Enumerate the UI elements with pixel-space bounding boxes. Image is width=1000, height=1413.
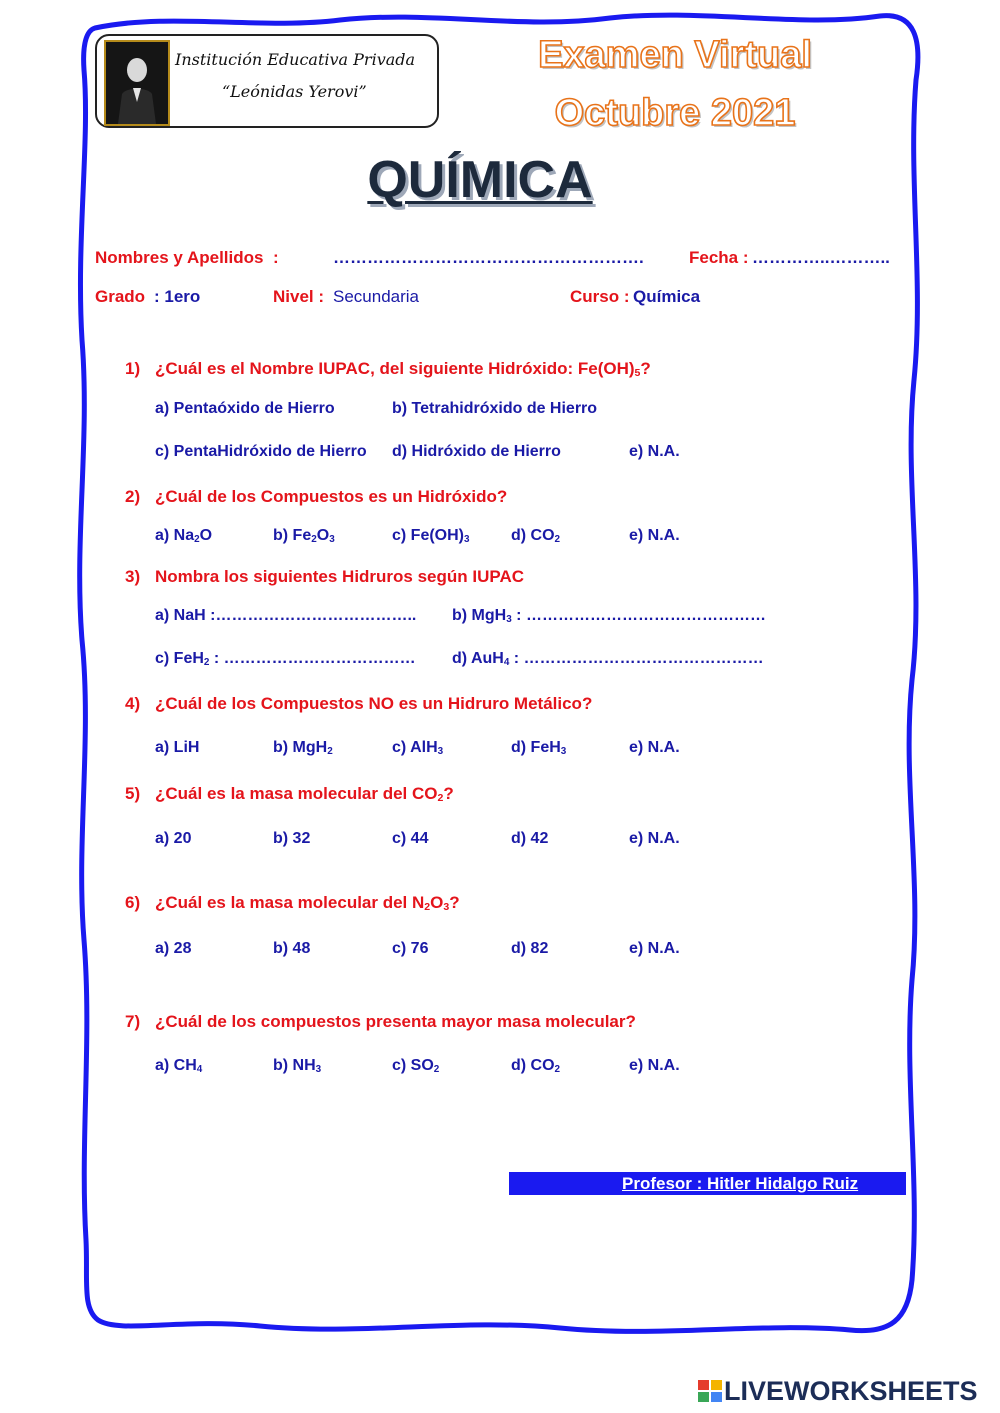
q7-option-e[interactable]: e) N.A.	[629, 1057, 680, 1074]
q4-option-b[interactable]: b) MgH$_2$	[273, 739, 333, 757]
q7-option-b[interactable]: b) $NH_3$	[273, 1057, 322, 1075]
question-6-text: ¿Cuál es la masa molecular del $N_2O_3$?	[155, 893, 460, 913]
grade-value: : 1ero	[154, 287, 201, 306]
professor-bar	[509, 1172, 906, 1195]
liveworksheets-logo-icon	[698, 1380, 722, 1402]
question-2-number: 2)	[125, 487, 141, 506]
q2-option-b[interactable]: b) $Fe_2O_3$	[273, 527, 335, 545]
question-1-number: 1)	[125, 359, 141, 378]
portrait-image	[106, 42, 168, 124]
q2-option-d[interactable]: d) $CO_2$	[511, 527, 561, 545]
q5-option-d[interactable]: d) 42	[511, 830, 549, 847]
q6-option-a[interactable]: a) 28	[155, 940, 192, 957]
q6-option-e[interactable]: e) N.A.	[629, 940, 680, 957]
question-7-text: ¿Cuál de los compuestos presenta mayor masa molecular?	[155, 1012, 636, 1031]
school-name-line1: Institución Educativa Privada	[175, 50, 416, 69]
q5-option-c[interactable]: c) 44	[392, 830, 429, 847]
question-4-text: ¿Cuál de los Compuestos NO es un Hidruro Metálico?	[155, 694, 593, 713]
q3-item-d[interactable]: d) AuH$_4$ : ………………………………………	[452, 650, 764, 668]
founder-portrait	[104, 40, 170, 126]
q6-option-b[interactable]: b) 48	[273, 940, 311, 957]
question-4-number: 4)	[125, 694, 141, 713]
q7-option-a[interactable]: a) $CH_4$	[155, 1057, 203, 1075]
q6-option-c[interactable]: c) 76	[392, 940, 429, 957]
question-7-number: 7)	[125, 1012, 141, 1031]
q1-option-a[interactable]: a) Pentaóxido de Hierro	[155, 400, 335, 417]
date-blank[interactable]: …………..………..	[752, 248, 890, 267]
professor-name: Profesor : Hitler Hidalgo Ruiz	[622, 1174, 859, 1193]
q4-option-e[interactable]: e) N.A.	[629, 739, 680, 756]
q2-option-c[interactable]: c) $Fe(OH)_3$	[392, 527, 470, 545]
question-6-number: 6)	[125, 893, 141, 912]
question-2-text: ¿Cuál de los Compuestos es un Hidróxido?	[155, 487, 508, 506]
q1-option-d[interactable]: d) Hidróxido de Hierro	[392, 443, 561, 460]
school-name-line2: “Leónidas Yerovi”	[222, 82, 367, 101]
q1-option-e[interactable]: e) N.A.	[629, 443, 680, 460]
q5-option-a[interactable]: a) 20	[155, 830, 192, 847]
level-label: Nivel :	[273, 287, 325, 306]
question-5-text: ¿Cuál es la masa molecular del $CO_2$?	[155, 784, 454, 804]
date-label: Fecha :	[689, 248, 749, 267]
course-label: Curso :	[570, 287, 630, 306]
question-1-text: ¿Cuál es el Nombre IUPAC, del siguiente Hidróxido: $Fe(OH)_5$?	[155, 359, 651, 379]
q3-item-a[interactable]: a) NaH :………………………………..	[155, 607, 417, 624]
subject-title: QUÍMICA	[367, 151, 593, 209]
q6-option-d[interactable]: d) 82	[511, 940, 549, 957]
exam-title-line1: Examen Virtual	[538, 34, 812, 76]
q5-option-e[interactable]: e) N.A.	[629, 830, 680, 847]
exam-title-line2: Octubre 2021	[554, 92, 796, 134]
liveworksheets-brand: LIVEWORKSHEETS	[724, 1376, 978, 1406]
level-value: Secundaria	[333, 287, 420, 306]
q3-item-c[interactable]: c) FeH$_2$ : ………………………………	[155, 650, 416, 668]
q4-option-a[interactable]: a) LiH	[155, 739, 200, 756]
q1-option-b[interactable]: b) Tetrahidróxido de Hierro	[392, 400, 598, 417]
q4-option-d[interactable]: d) FeH$_3$	[511, 739, 567, 757]
school-header-box	[95, 34, 439, 128]
q1-option-c[interactable]: c) PentaHidróxido de Hierro	[155, 443, 367, 460]
names-label: Nombres y Apellidos	[95, 248, 264, 267]
names-colon: :	[273, 248, 279, 267]
q5-option-b[interactable]: b) 32	[273, 830, 311, 847]
q2-option-e[interactable]: e) N.A.	[629, 527, 680, 544]
question-3-number: 3)	[125, 567, 141, 586]
grade-label: Grado	[95, 287, 146, 306]
q7-option-c[interactable]: c) $SO_2$	[392, 1057, 440, 1075]
q3-item-b[interactable]: b) MgH$_3$ : ………………………………………	[452, 607, 766, 625]
frame-border	[80, 15, 918, 1331]
names-blank[interactable]: ……………………………………………….	[333, 248, 644, 267]
question-5-number: 5)	[125, 784, 141, 803]
course-value: Química	[633, 287, 701, 306]
q4-option-c[interactable]: c) AlH$_3$	[392, 739, 444, 757]
q7-option-d[interactable]: d) $CO_2$	[511, 1057, 561, 1075]
q2-option-a[interactable]: a) $Na_2O$	[155, 527, 213, 545]
question-3-text: Nombra los siguientes Hidruros según IUPAC	[155, 567, 525, 586]
